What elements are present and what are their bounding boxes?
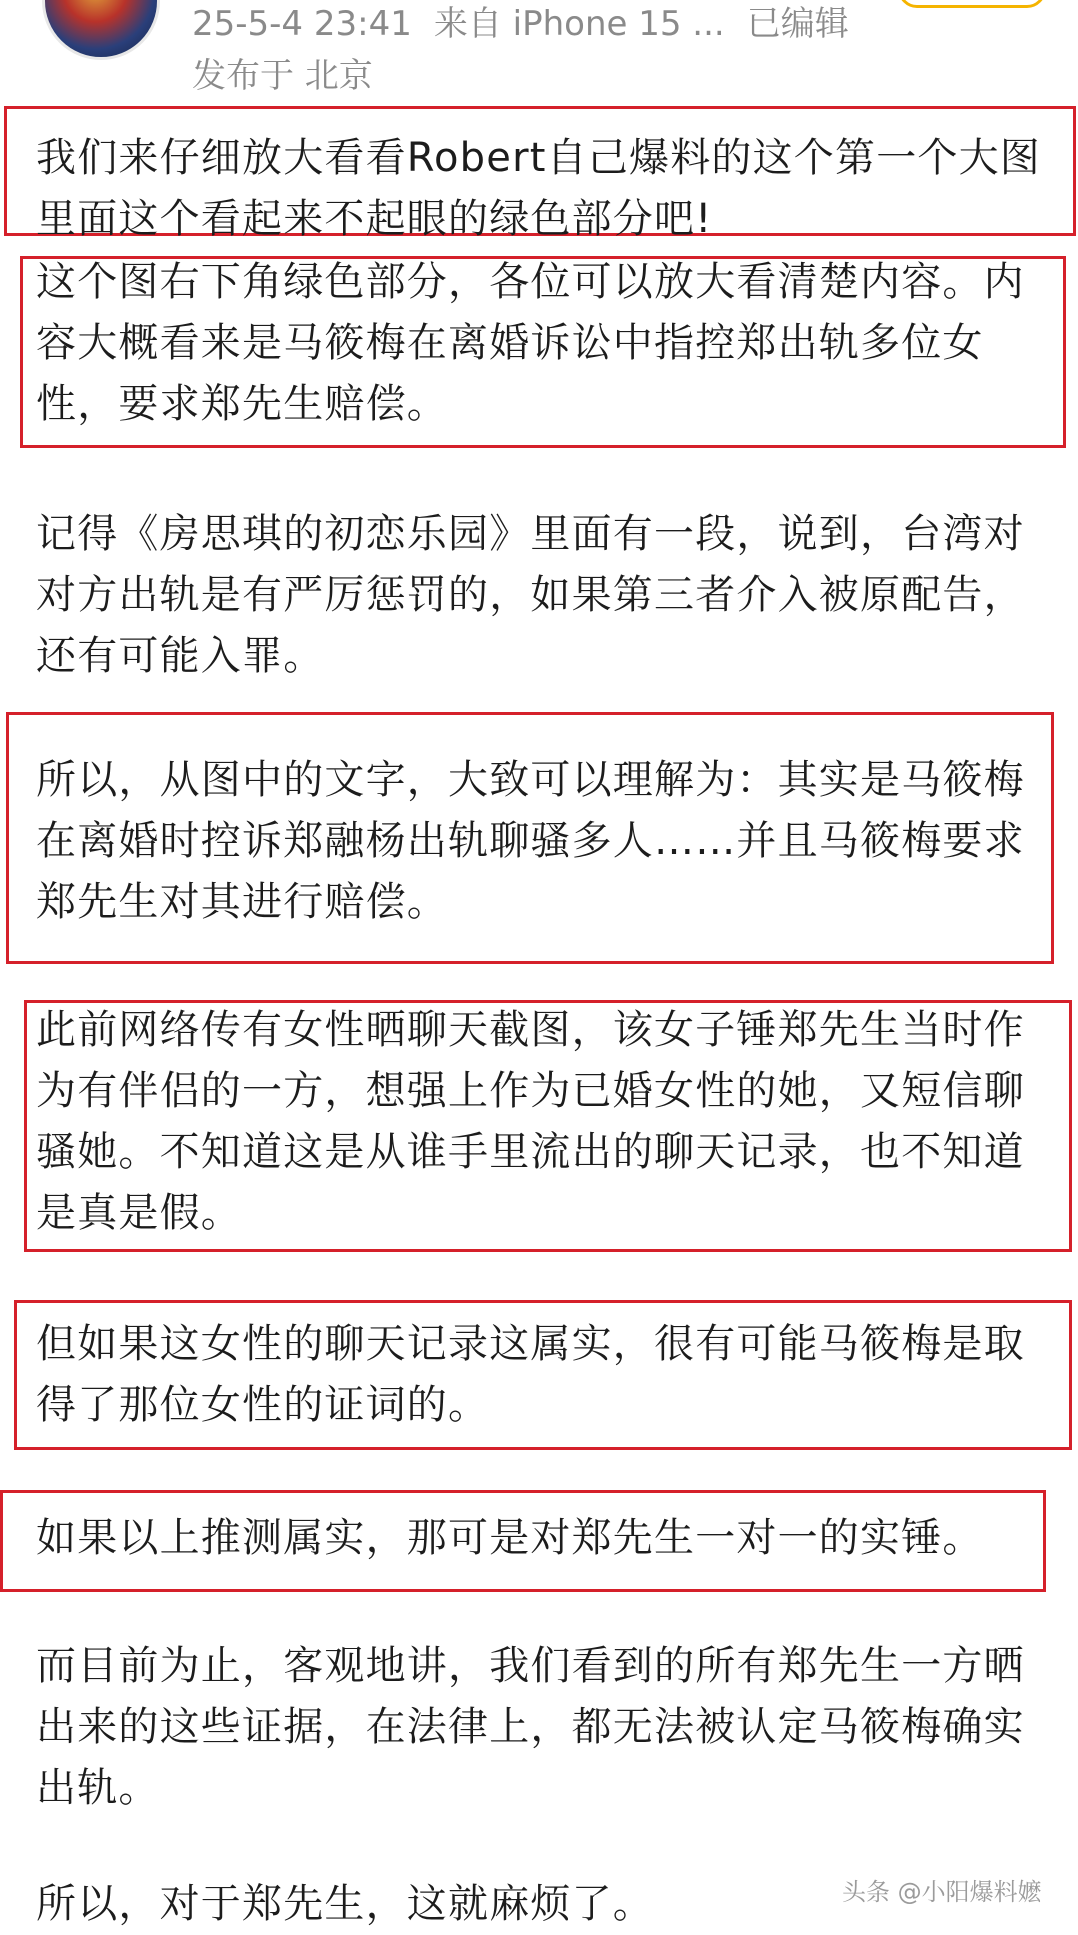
post-paragraph-2: 这个图右下角绿色部分，各位可以放大看清楚内容。内容大概看来是马筱梅在离婚诉讼中指控郑出轨多位女性，要求郑先生赔偿。 [36,259,1025,427]
post-paragraph-1: 我们来仔细放大看看Robert自己爆料的这个第一个大图里面这个看起来不起眼的绿色部分吧! [36,135,1041,242]
edited-label: 已编辑 [746,4,849,44]
post-location: 发布于 北京 [192,56,373,96]
post-paragraph-3: 记得《房思琪的初恋乐园》里面有一段，说到，台湾对对方出轨是有严厉惩罚的，如果第三者介入被原配告，还有可能入罪。 [36,511,1025,679]
post-meta [192,2,849,46]
post-paragraph-7: 如果以上推测属实，那可是对郑先生一对一的实锤。 [36,1515,984,1561]
avatar[interactable] [42,0,160,60]
post-date: 25-5-4 23:41 [192,4,412,44]
post-paragraph-5: 此前网络传有女性晒聊天截图，该女子锤郑先生当时作为有伴侣的一方，想强上作为已婚女性的她，又短信聊骚她。不知道这是从谁手里流出的聊天记录，也不知道是真是假。 [36,1007,1025,1236]
post-source: 来自 iPhone 15 ... [433,4,725,44]
post-paragraph-8: 而目前为止，客观地讲，我们看到的所有郑先生一方晒出来的这些证据，在法律上，都无法被认定马筱梅确实出轨。 [36,1643,1025,1811]
watermark: 头条 @小阳爆料嬷 [842,1878,1042,1906]
post-paragraph-4: 所以，从图中的文字，大致可以理解为：其实是马筱梅在离婚时控诉郑融杨出轨聊骚多人……并且马筱梅要求郑先生对其进行赔偿。 [36,757,1025,925]
post-paragraph-6: 但如果这女性的聊天记录这属实，很有可能马筱梅是取得了那位女性的证词的。 [36,1321,1025,1428]
follow-button[interactable] [898,0,1046,8]
post-paragraph-9: 所以，对于郑先生，这就麻烦了。 [36,1881,654,1927]
